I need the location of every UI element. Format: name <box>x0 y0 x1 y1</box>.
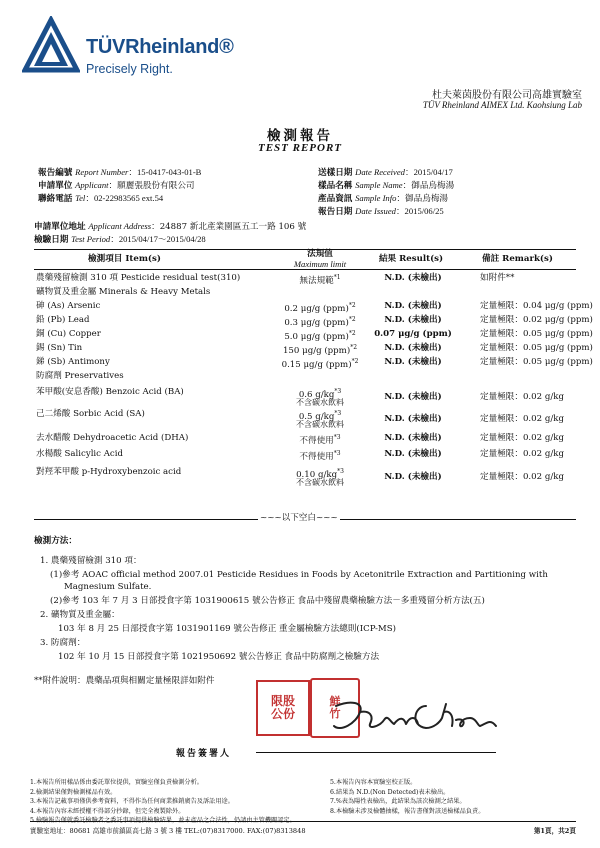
table-cell-result: N.D. (未檢出) <box>384 449 442 459</box>
signer-seal: 鮮 竹 <box>310 678 360 738</box>
info-right <box>318 166 454 218</box>
signature-line <box>256 752 496 753</box>
company-seal: 限股 公份 <box>256 680 310 736</box>
note-item: 3.本報告記載事項僅供參考資料，不得作為任何商業推銷廣告及訴訟用途。 <box>30 798 234 806</box>
header-result: 結果 Result(s) <box>378 254 444 264</box>
table-cell-remark: 定量極限：0.05 μg/g (ppm) <box>480 343 593 353</box>
info-date-received: 送樣日期 Date Received：2015/04/17 <box>318 167 453 178</box>
method-line: Magnesium Sulfate. <box>64 582 152 592</box>
tuv-triangle-logo-icon <box>22 16 80 74</box>
note-item: 8.本檢驗未涉及檢體抽樣，報告書僅對該送檢樣品負責。 <box>330 807 485 815</box>
table-cell-item: 鉛 (Pb) Lead <box>36 315 90 325</box>
table-cell-result: N.D. (未檢出) <box>384 433 442 443</box>
table-end-mark: ~~~以下空白~~~ <box>260 513 338 523</box>
page-footer <box>30 821 576 835</box>
table-cell-result: N.D. (未檢出) <box>384 357 442 367</box>
info-sample-info: 產品資訊 Sample Info：御品烏梅湯 <box>318 193 449 204</box>
method-line: 2. 礦物質及重金屬： <box>40 610 120 620</box>
table-cell-item: 對羥苯甲酸 p-Hydroxybenzoic acid <box>36 467 182 477</box>
table-cell-item: 農藥殘留檢測 310 項 Pesticide residual test(310) <box>36 273 241 283</box>
table-cell-remark: 定量極限：0.02 μg/g (ppm) <box>480 315 593 325</box>
note-item: 1.本報告所用樣品係由委託單位提供，實驗室僅負責檢測分析。 <box>30 779 203 786</box>
report-title-zh: 檢測報告 <box>267 128 333 144</box>
info-report-number: 報告編號 Report Number：15-0417-043-01-B <box>38 167 202 178</box>
table-cell-remark: 如附件** <box>480 273 515 283</box>
table-cell-limit-note: 不含碳水飲料 <box>296 478 344 487</box>
table-cell-item: 防腐劑 Preservatives <box>36 371 124 381</box>
table-cell-limit: 不得使用$^{*3}$ <box>299 450 341 462</box>
info-test-period: 檢驗日期 Test Period：2015/04/17～2015/04/28 <box>34 234 206 245</box>
table-cell-limit: 0.3 μg/g (ppm)$^{*2}$ <box>284 316 356 328</box>
attachment-note: **附件說明：農藥品項與相關定量極限詳如附件 <box>34 676 215 686</box>
info-bottom <box>34 220 306 246</box>
note-item: 2.檢測結果僅對檢測樣品有效。 <box>30 788 117 796</box>
note-item: 4.本報告內容未經授權不得部分抄錄，但完全複製除外。 <box>30 807 185 815</box>
table-cell-item: 水楊酸 Salicylic Acid <box>36 449 123 459</box>
method-line: 3. 防腐劑： <box>40 638 86 648</box>
info-tel: 聯絡電話 Tel：02-22983565 ext.54 <box>38 193 164 204</box>
table-cell-remark: 定量極限：0.05 μg/g (ppm) <box>480 329 593 339</box>
info-applicant-address: 申請單位地址 Applicant Address：24887 新北產業園區五工一路 106 號 <box>34 221 307 232</box>
header-item: 檢測項目 Item(s) <box>88 254 161 264</box>
method-line: 103 年 8 月 25 日部授食字第 1031901169 號公告修正 重金屬檢驗方法總則(ICP-MS) <box>58 624 396 634</box>
page-number: 第1頁，共2頁 <box>533 827 576 835</box>
brand-name: TÜVRheinland® <box>86 36 234 58</box>
table-cell-result: N.D. (未檢出) <box>384 392 442 402</box>
table-cell-remark: 定量極限：0.05 μg/g (ppm) <box>480 357 593 367</box>
table-cell-limit: 0.6 $g/kg^{*3}$ <box>298 388 342 400</box>
table-cell-result: N.D. (未檢出) <box>384 315 442 325</box>
table-cell-limit: 無法規範$^{*1}$ <box>299 274 341 286</box>
table-cell-limit: 不得使用$^{*3}$ <box>299 434 341 446</box>
table-cell-limit: 5.0 μg/g (ppm)$^{*2}$ <box>284 330 356 342</box>
table-cell-limit: 0.10 $g/kg^{*3}$ <box>296 468 344 480</box>
methods-heading: 檢測方法： <box>34 536 77 546</box>
table-cell-limit: 150 μg/g (ppm)$^{*2}$ <box>282 344 358 356</box>
table-cell-item: 銻 (Sb) Antimony <box>36 357 110 367</box>
table-cell-limit-note: 不含碳水飲料 <box>296 420 344 429</box>
info-date-issued: 報告日期 Date Issued：2015/06/25 <box>318 206 444 217</box>
info-sample-name: 樣品名稱 Sample Name：御品烏梅湯 <box>318 180 455 191</box>
table-cell-item: 砷 (As) Arsenic <box>36 301 101 311</box>
notes-right <box>330 778 576 816</box>
table-cell-remark: 定量極限：0.02 g/kg <box>480 433 564 443</box>
brand-tagline: Precisely Right. <box>86 62 173 76</box>
method-line: (1)參考 AOAC official method 2007.01 Pesticide Residues in Foods by Acetonitrile Extraction and Partitioning with <box>50 570 548 580</box>
table-cell-remark: 定量極限：0.02 g/kg <box>480 414 564 424</box>
table-cell-item: 礦物質及重金屬 Minerals & Heavy Metals <box>36 287 211 297</box>
report-title-en: TEST REPORT <box>257 142 343 154</box>
table-cell-item: 苯甲酸(安息香酸) Benzoic Acid (BA) <box>36 387 184 397</box>
lab-name-en: TÜV Rheinland AIMEX Ltd. Kaohsiung Lab <box>422 100 582 110</box>
table-cell-item: 錫 (Sn) Tin <box>36 343 83 353</box>
table-cell-result: N.D. (未檢出) <box>384 472 442 482</box>
table-cell-item: 去水醋酸 Dehydroacetic Acid (DHA) <box>36 433 189 443</box>
table-cell-result: 0.07 μg/g (ppm) <box>374 329 452 339</box>
signatory-label: 報告簽署人 <box>176 749 232 759</box>
method-line: 102 年 10 月 15 日部授食字第 1021950692 號公告修正 食品中防腐劑之檢驗方法 <box>58 652 380 662</box>
table-cell-remark: 定量極限：0.04 μg/g (ppm) <box>480 301 593 311</box>
lab-name-zh: 杜夫萊茵股份有限公司高雄實驗室 <box>432 90 582 101</box>
table-cell-limit: 0.15 μg/g (ppm)$^{*2}$ <box>281 358 359 370</box>
note-item: 6.結果為 N.D.(Non Detected)表未檢出。 <box>330 788 450 796</box>
table-cell-result: N.D. (未檢出) <box>384 343 442 353</box>
method-line: 1. 農藥殘留檢測 310 項： <box>40 556 142 566</box>
table-cell-result: N.D. (未檢出) <box>384 414 442 424</box>
table-cell-limit: 0.5 $g/kg^{*3}$ <box>298 410 342 422</box>
notes-left <box>30 778 320 816</box>
table-cell-remark: 定量極限：0.02 g/kg <box>480 449 564 459</box>
method-line: (2)參考 103 年 7 月 3 日部授食字第 1031900615 號公告修正 食品中殘留農藥檢驗方法－多重殘留分析方法(五) <box>50 596 485 606</box>
info-applicant: 申請單位 Applicant：願麗張股份有限公司 <box>38 180 195 191</box>
header-limit-en: Maximum limit <box>293 259 347 269</box>
table-cell-item: 銅 (Cu) Copper <box>36 329 101 339</box>
lab-address: 實驗室地址：80681 高雄市前鎮區高七路 3 號 3 樓 TEL:(07)8317000. FAX:(07)8313848 <box>30 827 306 835</box>
table-cell-remark: 定量極限：0.02 g/kg <box>480 472 564 482</box>
table-cell-remark: 定量極限：0.02 g/kg <box>480 392 564 402</box>
table-cell-limit: 0.2 μg/g (ppm)$^{*2}$ <box>284 302 356 314</box>
table-cell-result: N.D. (未檢出) <box>384 301 442 311</box>
table-cell-result: N.D. (未檢出) <box>384 273 442 283</box>
note-item: 5.檢驗報告僅就委託檢驗者之委託事項提供檢驗結果，並未產品之合法性，仍請由主管機關認定。 <box>30 817 296 824</box>
header-limit-zh: 法規值 <box>307 249 333 259</box>
note-item: 5.本報告內容本實驗室校正版。 <box>330 779 417 786</box>
table-cell-item: 己二烯酸 Sorbic Acid (SA) <box>36 409 145 419</box>
table-cell-limit-note: 不含碳水飲料 <box>296 398 344 407</box>
header-remark: 備註 Remark(s) <box>482 254 553 264</box>
info-left <box>38 166 201 205</box>
handwritten-signature <box>330 696 500 740</box>
note-item: 7.%表為陽性表檢出，此結果為該次檢測之結果。 <box>330 798 466 806</box>
